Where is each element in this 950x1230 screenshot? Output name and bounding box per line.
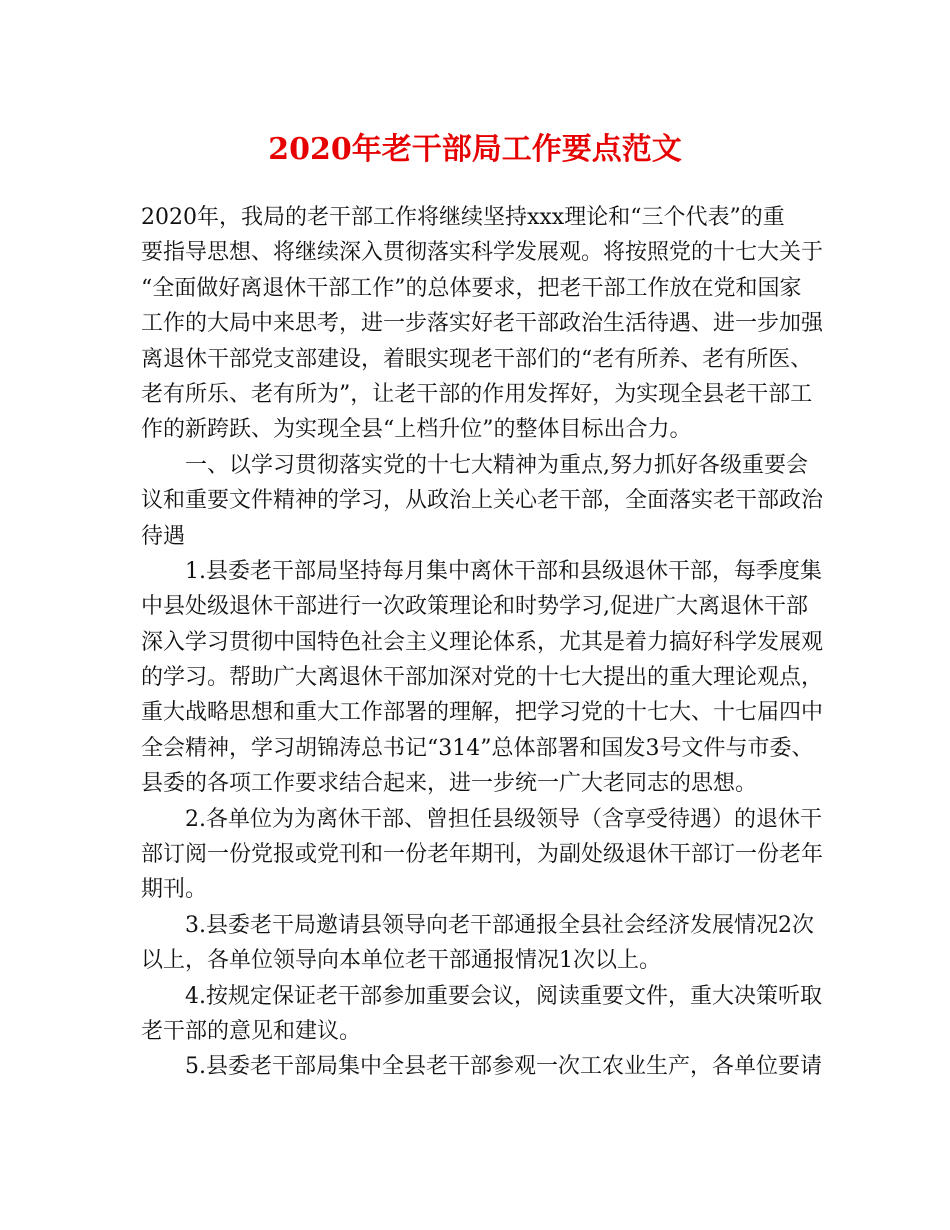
body-line: 1.县委老干部局坚持每月集中离休干部和县级退休干部，每季度集 xyxy=(185,558,822,584)
body-line: 老有所乐、老有所为”，让老干部的作用发挥好，为实现全县老干部工 xyxy=(141,381,813,407)
body-line: 4.按规定保证老干部参加重要会议，阅读重要文件，重大决策听取 xyxy=(185,983,822,1009)
body-line: 离退休干部党支部建设，着眼实现老干部们的“老有所养、老有所医、 xyxy=(141,346,813,372)
body-line: 深入学习贯彻中国特色社会主义理论体系，尤其是着力搞好科学发展观 xyxy=(141,629,824,655)
body-line: 议和重要文件精神的学习，从政治上关心老干部，全面落实老干部政治 xyxy=(141,488,824,514)
body-line: “全面做好离退休干部工作”的总体要求，把老干部工作放在党和国家 xyxy=(141,275,802,301)
body-line: 的学习。帮助广大离退休干部加深对党的十七大提出的重大理论观点， xyxy=(141,665,824,691)
body-line: 老干部的意见和建议。 xyxy=(141,1018,362,1044)
body-line: 5.县委老干部局集中全县老干部参观一次工农业生产，各单位要请 xyxy=(185,1054,822,1080)
body-line: 县委的各项工作要求结合起来，进一步统一广大老同志的思想。 xyxy=(141,771,758,797)
body-line: 一、以学习贯彻落实党的十七大精神为重点,努力抓好各级重要会 xyxy=(185,452,808,478)
body-line: 部订阅一份党报或党刊和一份老年期刊，为副处级退休干部订一份老年 xyxy=(141,842,824,868)
body-line: 期刊。 xyxy=(141,877,208,903)
body-line: 2020年，我局的老干部工作将继续坚持xxx理论和“三个代表”的重 xyxy=(141,205,785,230)
body-line: 3.县委老干局邀请县领导向老干部通报全县社会经济发展情况2次 xyxy=(185,912,814,938)
body-line: 以上，各单位领导向本单位老干部通报情况1次以上。 xyxy=(141,948,661,974)
document-body xyxy=(141,200,831,1085)
body-line: 工作的大局中来思考，进一步落实好老干部政治生活待遇、进一步加强 xyxy=(141,311,824,337)
body-line: 全会精神，学习胡锦涛总书记“314”总体部署和国发3号文件与市委、 xyxy=(141,735,814,761)
document-title: 2020年老干部局工作要点范文 xyxy=(268,132,682,167)
body-line: 2.各单位为为离休干部、曾担任县级领导（含享受待遇）的退休干 xyxy=(185,806,822,832)
body-line: 中县处级退休干部进行一次政策理论和时势学习,促进广大离退休干部 xyxy=(141,594,808,620)
body-line: 要指导思想、将继续深入贯彻落实科学发展观。将按照党的十七大关于 xyxy=(141,240,824,266)
body-line: 待遇 xyxy=(141,523,186,549)
body-line: 作的新跨跃、为实现全县“上档升位”的整体目标出合力。 xyxy=(141,417,692,443)
body-line: 重大战略思想和重大工作部署的理解，把学习党的十七大、十七届四中 xyxy=(141,700,824,726)
